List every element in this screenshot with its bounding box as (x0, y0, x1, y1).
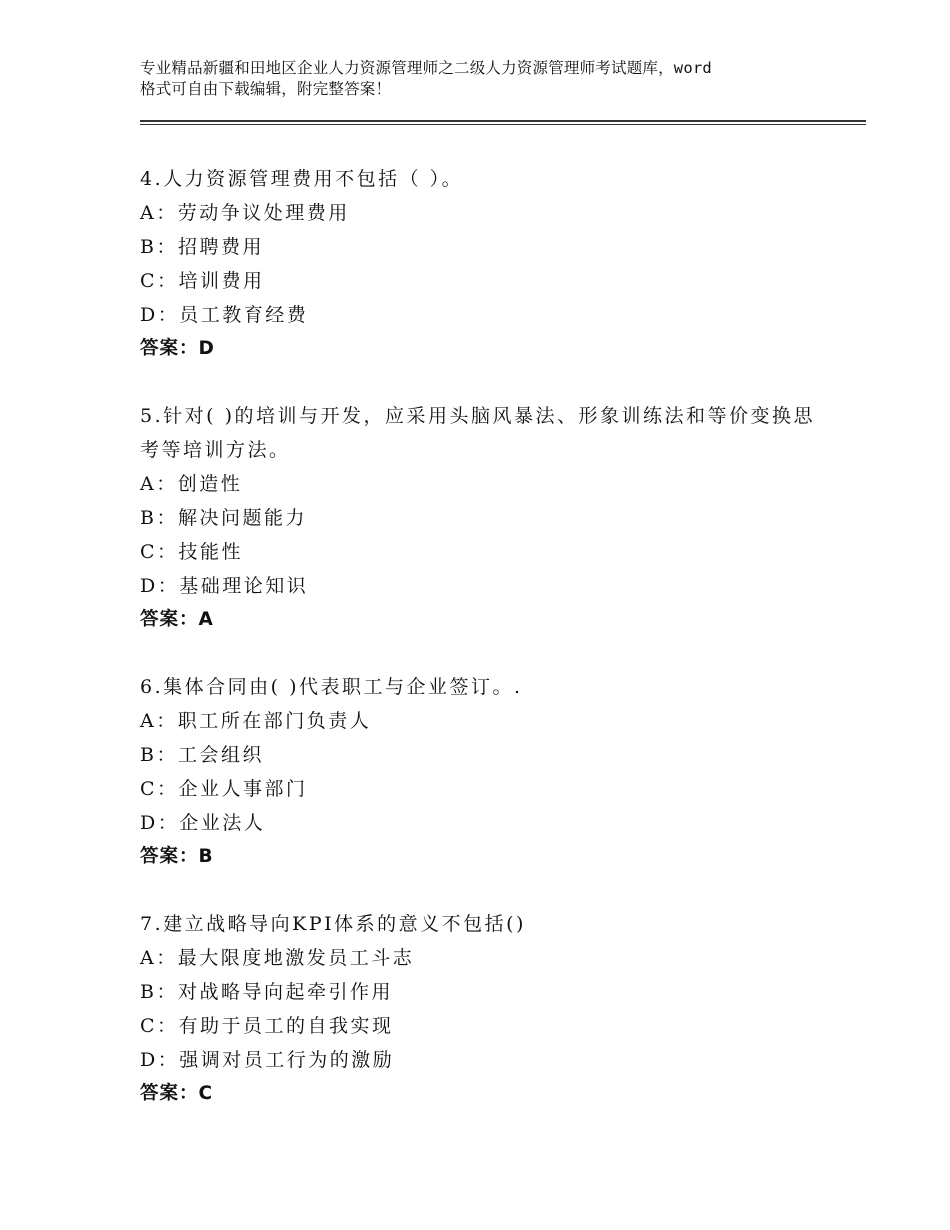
document-header (140, 58, 830, 100)
option-c: C：有助于员工的自我实现 (140, 1015, 394, 1037)
answer: 答案：D (140, 338, 215, 359)
question-stem: 6.集体合同由( )代表职工与企业签订。. (140, 676, 523, 698)
question-stem: 5.针对( )的培训与开发，应采用头脑风暴法、形象训练法和等价变换思考等培训方法。 (140, 405, 815, 461)
option-c: C：培训费用 (140, 270, 265, 292)
header-line-1: 专业精品新疆和田地区企业人力资源管理师之二级人力资源管理师考试题库，word (140, 59, 712, 77)
option-d: D：员工教育经费 (140, 304, 309, 326)
question-stem: 4.人力资源管理费用不包括（ ）。 (140, 168, 464, 190)
option-d: D：企业法人 (140, 812, 266, 834)
option-c: C：企业人事部门 (140, 778, 308, 800)
header-divider-thin (140, 124, 866, 125)
question-list (140, 162, 840, 1144)
answer: 答案：B (140, 846, 214, 867)
option-b: B：工会组织 (140, 744, 264, 766)
question-6 (140, 670, 840, 874)
option-b: B：解决问题能力 (140, 507, 307, 529)
question-stem: 7.建立战略导向KPI体系的意义不包括() (140, 913, 526, 935)
header-divider-thick (140, 120, 866, 122)
option-d: D：基础理论知识 (140, 575, 309, 597)
option-b: B：对战略导向起牵引作用 (140, 981, 393, 1003)
answer: 答案：C (140, 1083, 214, 1104)
option-c: C：技能性 (140, 541, 244, 563)
question-5 (140, 399, 840, 637)
option-a: A：劳动争议处理费用 (140, 202, 350, 224)
question-7 (140, 907, 840, 1111)
option-d: D：强调对员工行为的激励 (140, 1049, 395, 1071)
option-a: A：职工所在部门负责人 (140, 710, 372, 732)
option-a: A：创造性 (140, 473, 243, 495)
question-4 (140, 162, 840, 366)
header-line-2: 格式可自由下载编辑，附完整答案！ (140, 80, 392, 98)
option-a: A：最大限度地激发员工斗志 (140, 947, 415, 969)
answer: 答案：A (140, 609, 214, 630)
option-b: B：招聘费用 (140, 236, 264, 258)
